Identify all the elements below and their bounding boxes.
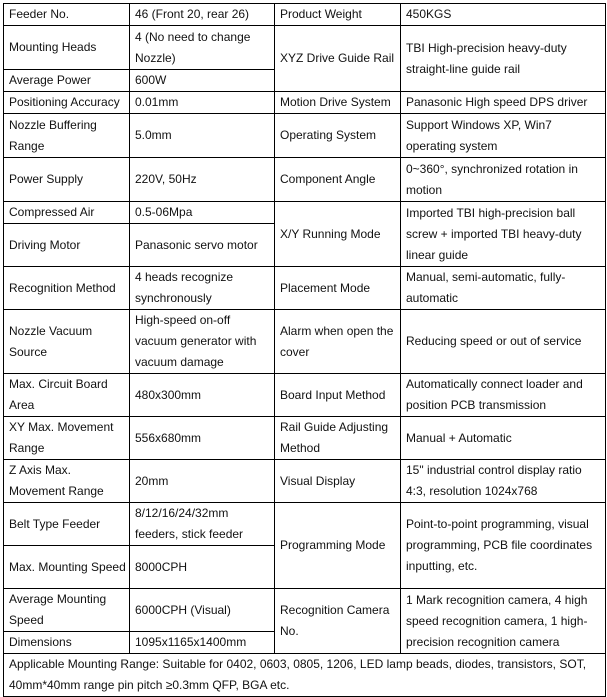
applicable-range-note: Applicable Mounting Range: Suitable for 0402, 0603, 0805, 1206, LED lamp beads, diodes, transistors, SOT, 40mm*40mm range pin pitch ≥0.3mm QFP, BGA etc. — [4, 654, 606, 697]
spec-label: Recognition Method — [4, 267, 130, 310]
spec-value: Manual, semi-automatic, fully-automatic — [401, 267, 606, 310]
spec-label: Dimensions — [4, 632, 130, 654]
spec-table — [3, 3, 606, 697]
spec-label: Visual Display — [275, 460, 401, 503]
spec-value: 8000CPH — [130, 546, 275, 589]
spec-label: Nozzle Vacuum Source — [4, 310, 130, 374]
spec-label: Nozzle Buffering Range — [4, 114, 130, 158]
table-row — [4, 92, 606, 114]
spec-value: 5.0mm — [130, 114, 275, 158]
table-row — [4, 460, 606, 503]
table-row — [4, 417, 606, 460]
spec-value: Support Windows XP, Win7 operating system — [401, 114, 606, 158]
spec-label: Operating System — [275, 114, 401, 158]
spec-label: Positioning Accuracy — [4, 92, 130, 114]
spec-label: XY Max. Movement Range — [4, 417, 130, 460]
spec-label: Power Supply — [4, 158, 130, 202]
spec-value: 600W — [130, 70, 275, 92]
table-row — [4, 654, 606, 697]
table-row — [4, 503, 606, 546]
table-row — [4, 158, 606, 202]
spec-label: Board Input Method — [275, 374, 401, 417]
spec-label: Z Axis Max. Movement Range — [4, 460, 130, 503]
spec-value: 480x300mm — [130, 374, 275, 417]
table-row — [4, 267, 606, 310]
spec-label: Belt Type Feeder — [4, 503, 130, 546]
table-row — [4, 310, 606, 374]
spec-label: Product Weight — [275, 4, 401, 26]
spec-value: 46 (Front 20, rear 26) — [130, 4, 275, 26]
spec-value: Reducing speed or out of service — [401, 310, 606, 374]
spec-value: High-speed on-off vacuum generator with vacuum damage — [130, 310, 275, 374]
spec-label: Recognition Camera No. — [275, 589, 401, 654]
spec-label: Mounting Heads — [4, 26, 130, 70]
spec-value: Manual + Automatic — [401, 417, 606, 460]
spec-value: 0.01mm — [130, 92, 275, 114]
spec-value: 4 (No need to change Nozzle) — [130, 26, 275, 70]
table-row — [4, 114, 606, 158]
spec-label: Motion Drive System — [275, 92, 401, 114]
spec-value: 6000CPH (Visual) — [130, 589, 275, 632]
table-row — [4, 589, 606, 632]
spec-label: XYZ Drive Guide Rail — [275, 26, 401, 92]
spec-value: Point-to-point programming, visual programming, PCB file coordinates inputting, etc. — [401, 503, 606, 589]
table-row — [4, 4, 606, 26]
spec-value: 556x680mm — [130, 417, 275, 460]
spec-label: X/Y Running Mode — [275, 202, 401, 267]
spec-value: 0~360°, synchronized rotation in motion — [401, 158, 606, 202]
spec-value: Panasonic High speed DPS driver — [401, 92, 606, 114]
spec-value: 4 heads recognize synchronously — [130, 267, 275, 310]
spec-label: Max. Mounting Speed — [4, 546, 130, 589]
table-row — [4, 202, 606, 224]
spec-label: Placement Mode — [275, 267, 401, 310]
spec-label: Feeder No. — [4, 4, 130, 26]
spec-label: Driving Motor — [4, 224, 130, 267]
spec-value: 0.5-06Mpa — [130, 202, 275, 224]
spec-label: Alarm when open the cover — [275, 310, 401, 374]
spec-value: 8/12/16/24/32mm feeders, stick feeder — [130, 503, 275, 546]
spec-value: 450KGS — [401, 4, 606, 26]
spec-value: 1095x1165x1400mm — [130, 632, 275, 654]
spec-label: Average Mounting Speed — [4, 589, 130, 632]
table-row — [4, 26, 606, 70]
spec-value: 20mm — [130, 460, 275, 503]
spec-label: Average Power — [4, 70, 130, 92]
spec-value: Automatically connect loader and position PCB transmission — [401, 374, 606, 417]
spec-label: Compressed Air — [4, 202, 130, 224]
spec-label: Component Angle — [275, 158, 401, 202]
spec-value: Panasonic servo motor — [130, 224, 275, 267]
spec-value: TBI High-precision heavy-duty straight-line guide rail — [401, 26, 606, 92]
spec-label: Rail Guide Adjusting Method — [275, 417, 401, 460]
spec-value: 220V, 50Hz — [130, 158, 275, 202]
spec-value: Imported TBI high-precision ball screw + imported TBI heavy-duty linear guide — [401, 202, 606, 267]
spec-value: 1 Mark recognition camera, 4 high speed recognition camera, 1 high-precision recognition camera — [401, 589, 606, 654]
spec-label: Programming Mode — [275, 503, 401, 589]
spec-value: 15" industrial control display ratio 4:3, resolution 1024x768 — [401, 460, 606, 503]
spec-label: Max. Circuit Board Area — [4, 374, 130, 417]
table-row — [4, 374, 606, 417]
